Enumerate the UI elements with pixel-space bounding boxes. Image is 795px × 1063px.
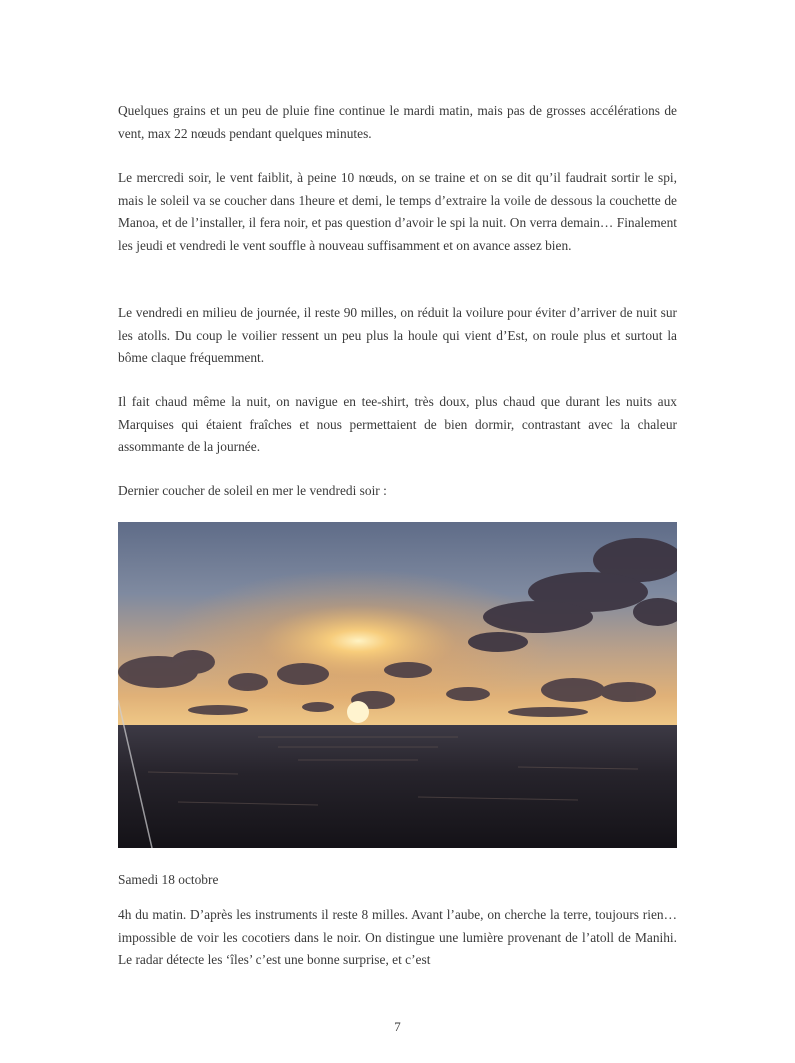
- date-heading: Samedi 18 octobre: [118, 872, 219, 887]
- paragraph-rain: Quelques grains et un peu de pluie fine continue le mardi matin, mais pas de grosses accélérations de vent, max 22 nœuds pendant quelques minutes.: [118, 103, 677, 141]
- sunset-photo: [118, 522, 677, 848]
- paragraph-saturday: 4h du matin. D’après les instruments il reste 8 milles. Avant l’aube, on cherche la terre, toujours rien… impossible de voir les cocotiers dans le noir. On distingue une lumière provenant de l’atoll de Manihi. Le radar détecte les ‘îles’ c’est une bonne surprise, et c’est: [118, 907, 677, 968]
- paragraph-night-heat: Il fait chaud même la nuit, on navigue en tee-shirt, très doux, plus chaud que durant les nuits aux Marquises qui étaient fraîches et nous permettaient de bien dormir, contrastant avec la chaleur assommante de la journée.: [118, 394, 677, 455]
- page-number: 7: [394, 1019, 401, 1034]
- paragraph-wednesday: Le mercredi soir, le vent faiblit, à peine 10 nœuds, on se traine et on se dit qu’il faudrait sortir le spi, mais le soleil va se coucher dans 1heure et demi, le temps d’extraire la voile de dessous la couchette de Manoa, et de l’installer, il fera noir, et pas question d’avoir le spi la nuit. On verra demain… Finalement les jeudi et vendredi le vent souffle à nouveau suffisamment et on avance assez bien.: [118, 170, 677, 253]
- photo-caption: Dernier coucher de soleil en mer le vendredi soir :: [118, 483, 387, 498]
- paragraph-friday: Le vendredi en milieu de journée, il reste 90 milles, on réduit la voilure pour éviter d’arriver de nuit sur les atolls. Du coup le voilier ressent un peu plus la houle qui vient d’Est, on roule plus et surtout la bôme claque fréquemment.: [118, 305, 677, 366]
